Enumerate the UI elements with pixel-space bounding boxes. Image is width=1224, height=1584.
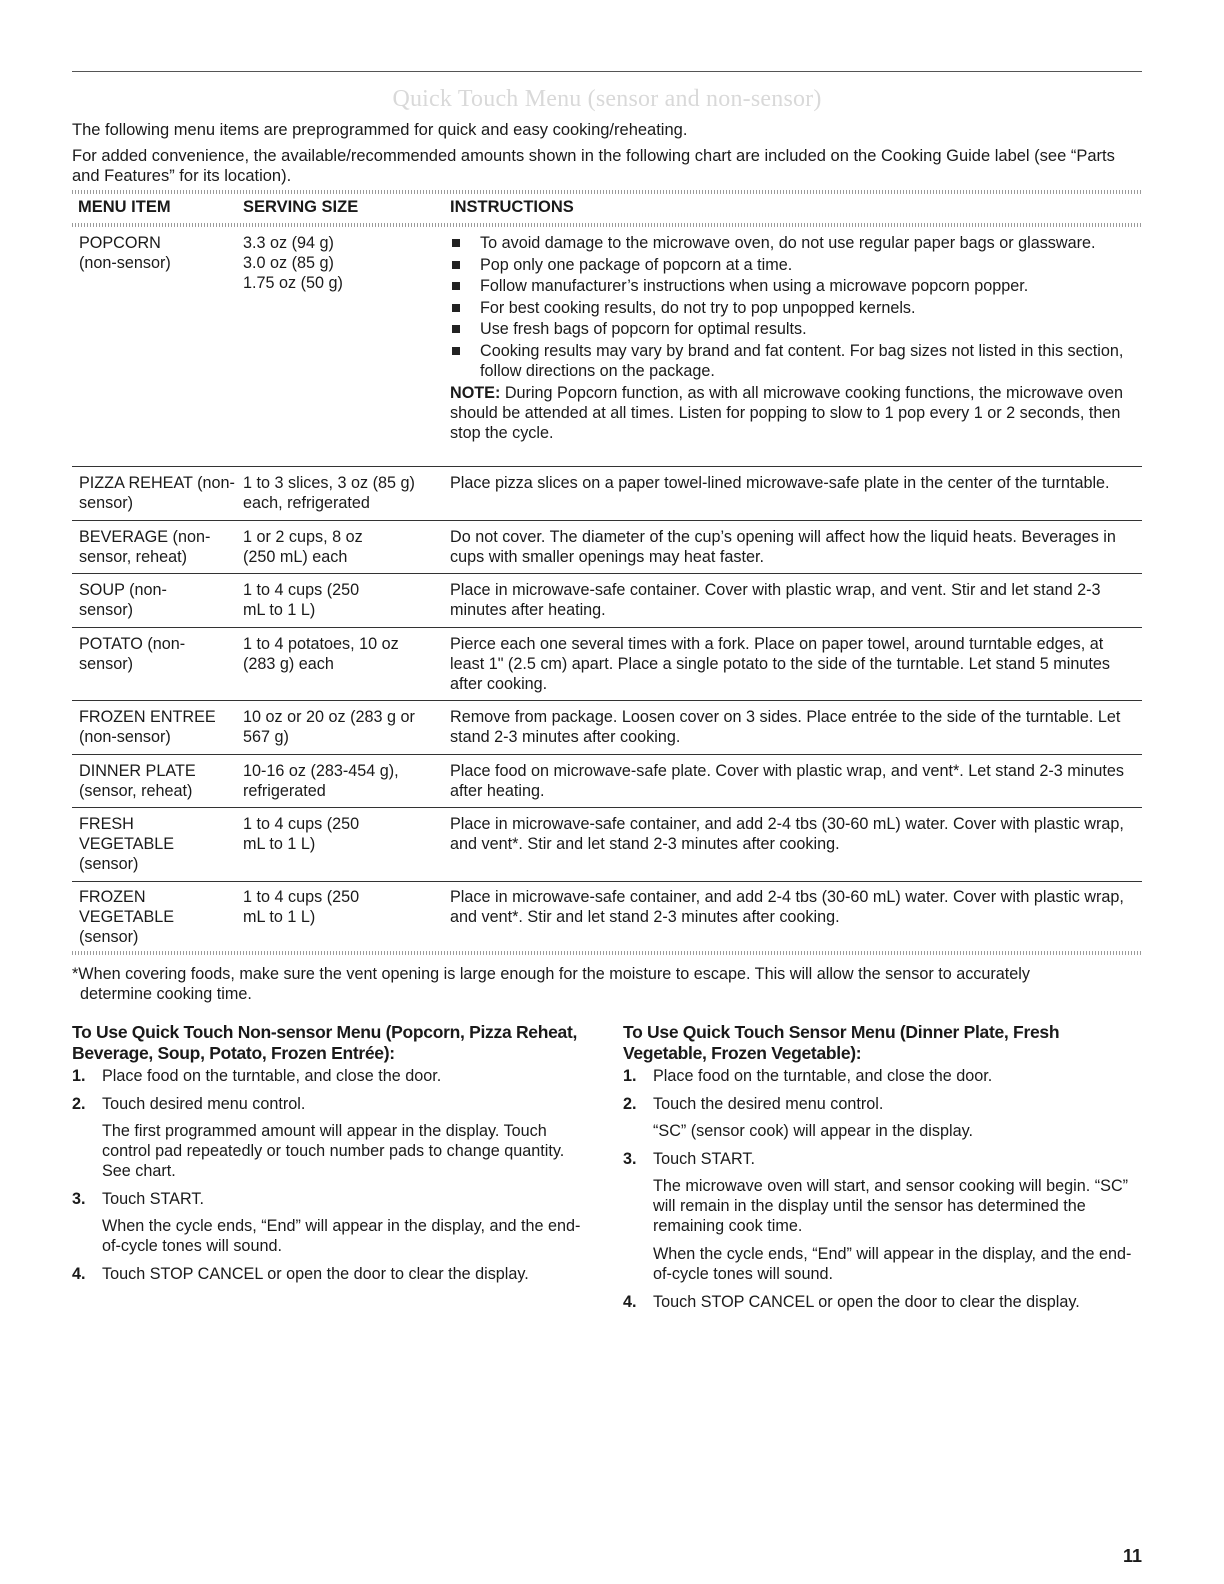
popcorn-bullet-list [450,233,1140,381]
table-bottom-border [72,951,1142,955]
instructions-cell [450,233,1140,443]
instructions-cell: Place pizza slices on a paper towel-lined microwave-safe plate in the center of the turntable. [450,474,1110,492]
row-divider [72,466,1142,467]
table-header-border [72,223,1142,227]
menu-item-cell: SOUP (non-sensor) [79,581,167,619]
step-item: 3. Touch START. The microwave oven will start, and sensor cooking will begin. “SC” will remain in the display until the sensor has determined the remaining cook time. When the cycle ends, “End” will appear in the display, and the end-of-cycle tones will sound. [623,1150,1132,1283]
instructions-cell: Place in microwave-safe container, and add 2-4 tbs (30-60 mL) water. Cover with plastic wrap, and vent*. Stir and let stand 2-3 minutes after cooking. [450,815,1124,853]
top-rule [72,71,1142,72]
instructions-cell: Pierce each one several times with a fork. Place on paper towel, around turntable edges, at least 1" (2.5 cm) apart. Place a single potato to the side of the turntable. Let stand 5 minutes after cooking. [450,635,1110,693]
list-item: For best cooking results, do not try to pop unpopped kernels. [450,298,1140,318]
instructions-cell: Do not cover. The diameter of the cup’s opening will affect how the liquid heats. Beverages in cups with smaller openings may heat faster. [450,528,1116,566]
page-number: 11 [1122,1546,1142,1566]
bullet-square-icon [452,261,460,269]
popcorn-note: NOTE: During Popcorn function, as with all microwave cooking functions, the microwave oven should be attended at all times. Listen for popping to slow to 1 pop every 1 or 2 seconds, then stop the cycle. [450,383,1123,442]
step-item: 4. Touch STOP CANCEL or open the door to clear the display. [623,1293,1080,1311]
sensor-menu-section [623,1022,1143,1320]
step-item: 1. Place food on the turntable, and close the door. [72,1067,442,1085]
menu-item-cell: POTATO (non-sensor) [79,635,186,673]
step-item: 2. Touch desired menu control. The first programmed amount will appear in the display. Touch control pad repeatedly or touch number pads to change quantity. See chart. [72,1095,565,1180]
serving-size-cell: 1 or 2 cups, 8 oz (250 mL) each [243,528,363,566]
serving-size-cell: 1 to 4 potatoes, 10 oz (283 g) each [243,635,399,673]
manual-page [72,0,1142,1584]
step-item: 2. Touch the desired menu control. “SC” (sensor cook) will appear in the display. [623,1095,973,1140]
menu-item-cell: FROZEN VEGETABLE (sensor) [79,888,175,946]
serving-size-cell: 10 oz or 20 oz (283 g or 567 g) [243,708,415,746]
instructions-cell: Place in microwave-safe container. Cover with plastic wrap, and vent. Stir and let stand 2-3 minutes after heating. [450,581,1101,619]
list-item: Cooking results may vary by brand and fat content. For bag sizes not listed in this section, follow directions on the package. [450,341,1140,381]
list-item: To avoid damage to the microwave oven, do not use regular paper bags or glassware. [450,233,1140,253]
menu-item-cell: BEVERAGE (non-sensor, reheat) [79,528,211,566]
serving-size-cell: 10-16 oz (283-454 g), refrigerated [243,762,399,800]
serving-size-cell: 1 to 3 slices, 3 oz (85 g) each, refrigerated [243,474,415,512]
bullet-square-icon [452,325,460,333]
row-divider [72,573,1142,574]
menu-item-cell: PIZZA REHEAT (non-sensor) [79,474,235,512]
list-item: Follow manufacturer’s instructions when using a microwave popcorn popper. [450,276,1140,296]
non-sensor-menu-section [72,1022,592,1292]
instructions-cell: Place food on microwave-safe plate. Cover with plastic wrap, and vent*. Let stand 2-3 minutes after heating. [450,762,1124,800]
row-divider [72,520,1142,521]
menu-item-cell: FRESH VEGETABLE (sensor) [79,815,175,873]
intro-paragraph-1: The following menu items are preprogrammed for quick and easy cooking/reheating. [72,121,688,139]
header-serving-size: SERVING SIZE [243,198,359,216]
footnote: *When covering foods, make sure the vent opening is large enough for the moisture to escape. This will allow the sensor to accurately determine cooking time. [72,965,1030,1003]
menu-item-cell: POPCORN (non-sensor) [79,234,171,272]
section-heading: To Use Quick Touch Non-sensor Menu (Popcorn, Pizza Reheat, Beverage, Soup, Potato, Frozen Entrée): [72,1022,578,1063]
step-item: 3. Touch START. When the cycle ends, “End” will appear in the display, and the end-of-cycle tones will sound. [72,1190,581,1255]
section-heading: To Use Quick Touch Sensor Menu (Dinner Plate, Fresh Vegetable, Frozen Vegetable): [623,1022,1060,1063]
menu-item-cell: DINNER PLATE (sensor, reheat) [79,762,196,800]
step-item: 1. Place food on the turntable, and close the door. [623,1067,993,1085]
list-item: Pop only one package of popcorn at a time. [450,255,1140,275]
bullet-square-icon [452,304,460,312]
serving-size-cell: 1 to 4 cups (250 mL to 1 L) [243,581,360,619]
row-divider [72,807,1142,808]
serving-size-cell: 1 to 4 cups (250 mL to 1 L) [243,888,360,926]
header-menu-item: MENU ITEM [78,198,171,216]
list-item: Use fresh bags of popcorn for optimal results. [450,319,1140,339]
menu-item-cell: FROZEN ENTREE (non-sensor) [79,708,216,746]
bullet-square-icon [452,239,460,247]
row-divider [72,881,1142,882]
instructions-cell: Place in microwave-safe container, and add 2-4 tbs (30-60 mL) water. Cover with plastic wrap, and vent*. Stir and let stand 2-3 minutes after cooking. [450,888,1124,926]
row-divider [72,754,1142,755]
bullet-square-icon [452,282,460,290]
step-item: 4. Touch STOP CANCEL or open the door to clear the display. [72,1265,529,1283]
serving-size-cell: 3.3 oz (94 g) 3.0 oz (85 g) 1.75 oz (50 g) [243,234,343,292]
intro-paragraph-2: For added convenience, the available/recommended amounts shown in the following chart are included on the Cooking Guide label (see “Parts and Features” for its location). [72,147,1115,185]
row-divider [72,700,1142,701]
page-title: Quick Touch Menu (sensor and non-sensor) [392,86,822,112]
instructions-cell: Remove from package. Loosen cover on 3 sides. Place entrée to the side of the turntable. Let stand 2-3 minutes after cooking. [450,708,1121,746]
table-top-border [72,190,1142,194]
serving-size-cell: 1 to 4 cups (250 mL to 1 L) [243,815,360,853]
header-instructions: INSTRUCTIONS [450,198,574,216]
bullet-square-icon [452,347,460,355]
row-divider [72,627,1142,628]
